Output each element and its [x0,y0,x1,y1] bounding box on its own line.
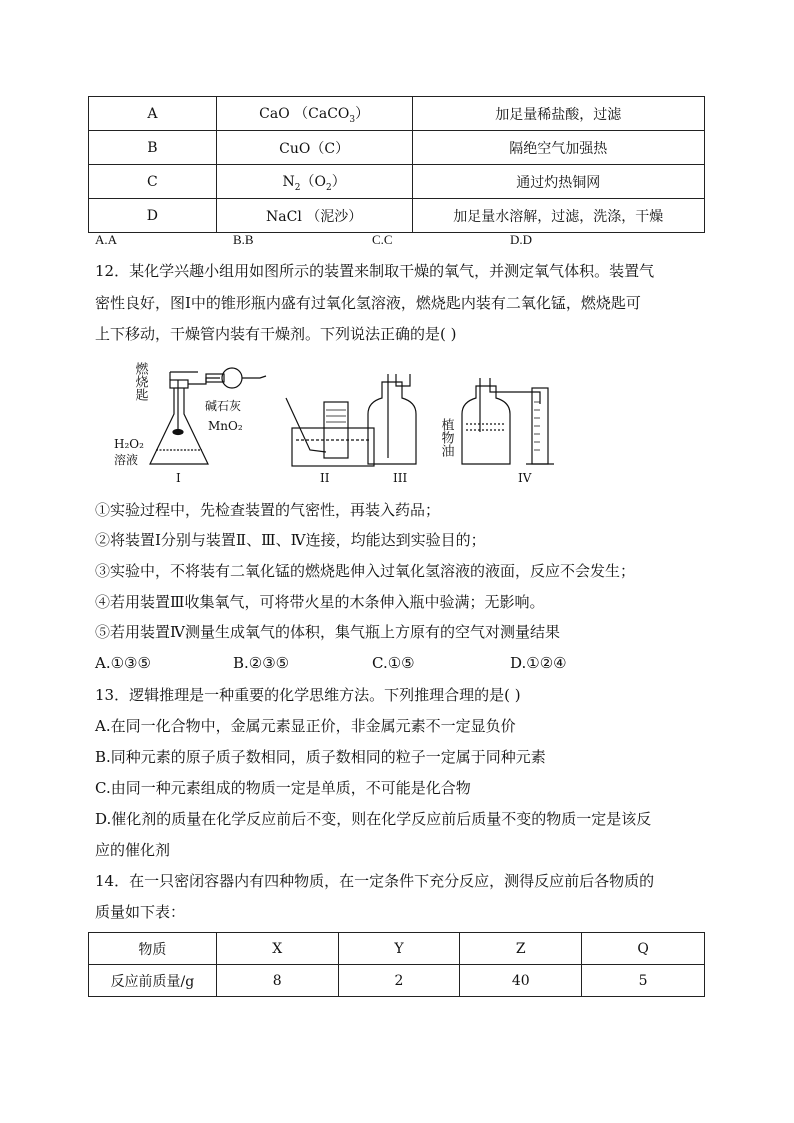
answer-c: C.C [372,232,393,247]
answer-d: D.D [510,232,533,247]
device-label-iii: III [393,471,408,485]
statement-5: ⑤若用装置Ⅳ测量生成氧气的体积，集气瓶上方原有的空气对测量结果 [95,623,560,641]
q14-stem-line: 质量如下表： [95,903,186,921]
answer-c: C.①⑤ [372,654,415,672]
device-label-i: I [176,471,181,485]
q12-stem-line: 密性良好，图Ⅰ中的锥形瓶内盛有过氧化氢溶液，燃烧匙内装有二氧化锰，燃烧匙可 [95,294,641,312]
label-oil: 植物油 [438,418,454,457]
option-letter: B [89,131,217,165]
drying-tube-bulb [222,368,242,388]
option-letter: A [89,97,217,131]
table-row [89,199,705,233]
table-row [89,131,705,165]
outlet-tube [188,378,220,384]
q13-stem: 13．逻辑推理是一种重要的化学思维方法。下列推理合理的是( ) [95,686,521,704]
options-table [88,96,705,233]
device-label-iv: IV [518,471,532,485]
header-substance: 物质 [89,933,217,965]
statement-3: ③实验中，不将装有二氧化锰的燃烧匙伸入过氧化氢溶液的液面，反应不会发生； [95,562,636,580]
q14-stem-line: 14．在一只密闭容器内有四种物质，在一定条件下充分反应，测得反应前后各物质的 [95,872,655,890]
header-y: Y [338,933,460,965]
table-row [89,965,705,997]
cell-y: 2 [338,965,460,997]
oil-bottle [462,386,510,464]
substance-cell: NaCl （泥沙） [216,199,412,233]
header-z: Z [460,933,582,965]
q12-stem-line: 上下移动，干燥管内装有干燥剂。下列说法正确的是( ) [95,325,457,343]
label-solution: 溶液 [114,453,139,467]
statement-4: ④若用装置Ⅲ收集氧气，可将带火星的木条伸入瓶中验满；无影响。 [95,593,545,611]
table-row [89,165,705,199]
option-letter: D [89,199,217,233]
method-cell: 隔绝空气加强热 [412,131,704,165]
substance-cell: CuO（C） [216,131,412,165]
device-label-ii: II [320,471,330,485]
answer-a: A.A [95,232,118,247]
answer-b: B.B [233,232,254,247]
bottle-tubes [388,374,410,458]
statement-1: ①实验过程中，先检查装置的气密性，再装入药品； [95,501,441,519]
substance-cell: $N_2(O_2)$ [216,165,412,199]
q13-option-b: B.同种元素的原子质子数相同，质子数相同的粒子一定属于同种元素 [95,748,546,766]
header-q: Q [582,933,705,965]
collecting-bottle [368,382,416,464]
q13-option-a: A.在同一化合物中，金属元素显正价，非金属元素不一定显负价 [95,717,516,735]
substance-cell: CaO （CaCO$_3$） [216,97,412,131]
spoon-bowl [173,430,183,435]
water-trough [292,428,374,466]
method-cell: 加足量水溶解，过滤，洗涤，干燥 [412,199,704,233]
spoon-handle [170,372,198,380]
conical-flask [150,386,208,464]
q13-option-d: D.催化剂的质量在化学反应前后不变，则在化学反应前后质量不变的物质一定是该反 [95,810,652,828]
flask-stopper [170,380,188,388]
mass-table [88,932,705,997]
label-spoon: 燃烧匙 [132,362,148,401]
drying-tube-end [242,376,266,378]
label-lime: 碱石灰 [205,399,242,413]
cell-x: 8 [216,965,338,997]
label-mno2: MnO₂ [208,419,243,433]
label-h2o2: H₂O₂ [114,437,144,451]
cell-q: 5 [582,965,705,997]
table-header-row [89,933,705,965]
answer-d: D.①②④ [510,654,567,672]
q13-option-c: C.由同一种元素组成的物质一定是单质，不可能是化合物 [95,779,471,797]
method-cell: 加足量稀盐酸，过滤 [412,97,704,131]
row-label: 反应前质量/g [89,965,217,997]
statement-2: ②将装置Ⅰ分别与装置Ⅱ、Ⅲ、Ⅳ连接，均能达到实验目的； [95,531,486,549]
apparatus-figure [110,352,570,487]
answer-a: A.①③⑤ [95,654,151,672]
method-cell: 通过灼热铜网 [412,165,704,199]
table-row [89,97,705,131]
q13-option-d-cont: 应的催化剂 [95,841,171,859]
cell-z: 40 [460,965,582,997]
answer-b: B.②③⑤ [233,654,290,672]
header-x: X [216,933,338,965]
option-letter: C [89,165,217,199]
q12-stem-line: 12．某化学兴趣小组用如图所示的装置来制取干燥的氧气，并测定氧气体积。装置气 [95,262,655,280]
